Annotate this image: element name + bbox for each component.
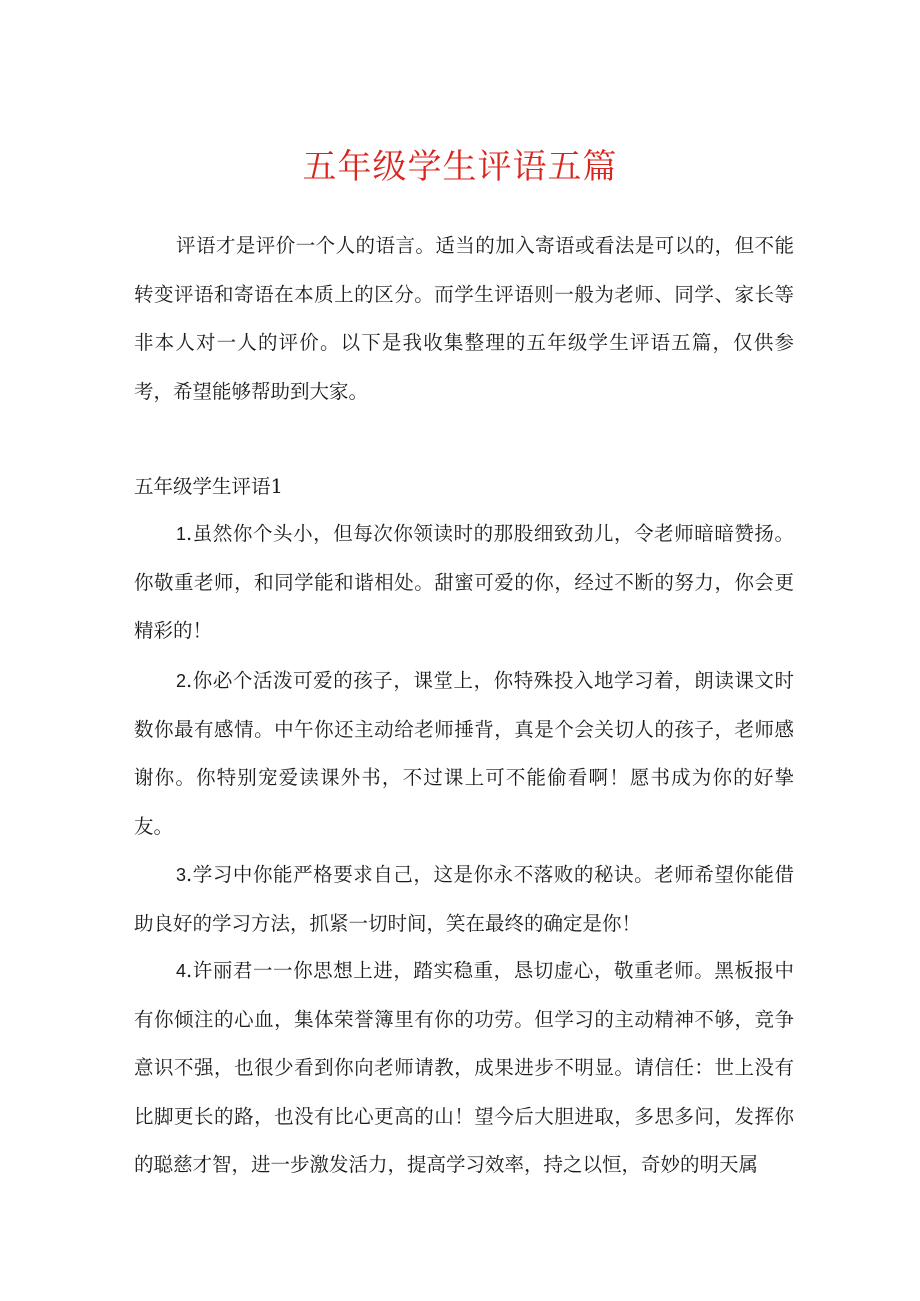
list-item (134, 657, 794, 851)
list-item (134, 947, 794, 1190)
item-number: 4 (176, 961, 187, 981)
list-item (134, 851, 794, 948)
item-text: .许丽君一一你思想上进，踏实稳重，恳切虚心，敬重老师。黑板报中有你倾注的心血，集体荣誉簿里有你的功劳。但学习的主动精神不够，竞争意识不强，也很少看到你向老师请教，成果进步不明显。请信任：世上没有比脚更长的路，也没有比心更高的山！望今后大胆进取，多思多问，发挥你的聪慈才智，进一步激发活力，提高学习效率，持之以恒，奇妙的明天属 (134, 959, 794, 1176)
document-title: 五年级学生评语五篇 (302, 147, 618, 187)
list-item (134, 510, 794, 656)
item-text: .虽然你个头小，但每次你领读时的那股细致劲儿，令老师暗暗赞扬。你敬重老师，和同学能和谐相处。甜蜜可爱的你，经过不断的努力，你会更精彩的！ (134, 522, 794, 642)
item-text: .学习中你能严格要求自己，这是你永不落败的秘诀。老师希望你能借助良好的学习方法，抓紧一切时间，笑在最终的确定是你！ (134, 863, 794, 935)
item-number: 3 (176, 865, 187, 885)
item-number: 1 (176, 524, 187, 544)
intro-paragraph: 评语才是评价一个人的语言。适当的加入寄语或看法是可以的，但不能转变评语和寄语在本质上的区分。而学生评语则一般为老师、同学、家长等非本人对一人的评价。以下是我收集整理的五年级学生评语五篇，仅供参考，希望能够帮助到大家。 (134, 234, 794, 403)
section-heading: 五年级学生评语1 (134, 475, 283, 498)
item-text: .你必个活泼可爱的孩子，课堂上，你特殊投入地学习着，朗读课文时数你最有感情。中午你还主动给老师捶背，真是个会关切人的孩子，老师感谢你。你特别宠爱读课外书，不过课上可不能偷看啊！愿书成为你的好挚友。 (134, 669, 794, 838)
item-number: 2 (176, 671, 187, 691)
